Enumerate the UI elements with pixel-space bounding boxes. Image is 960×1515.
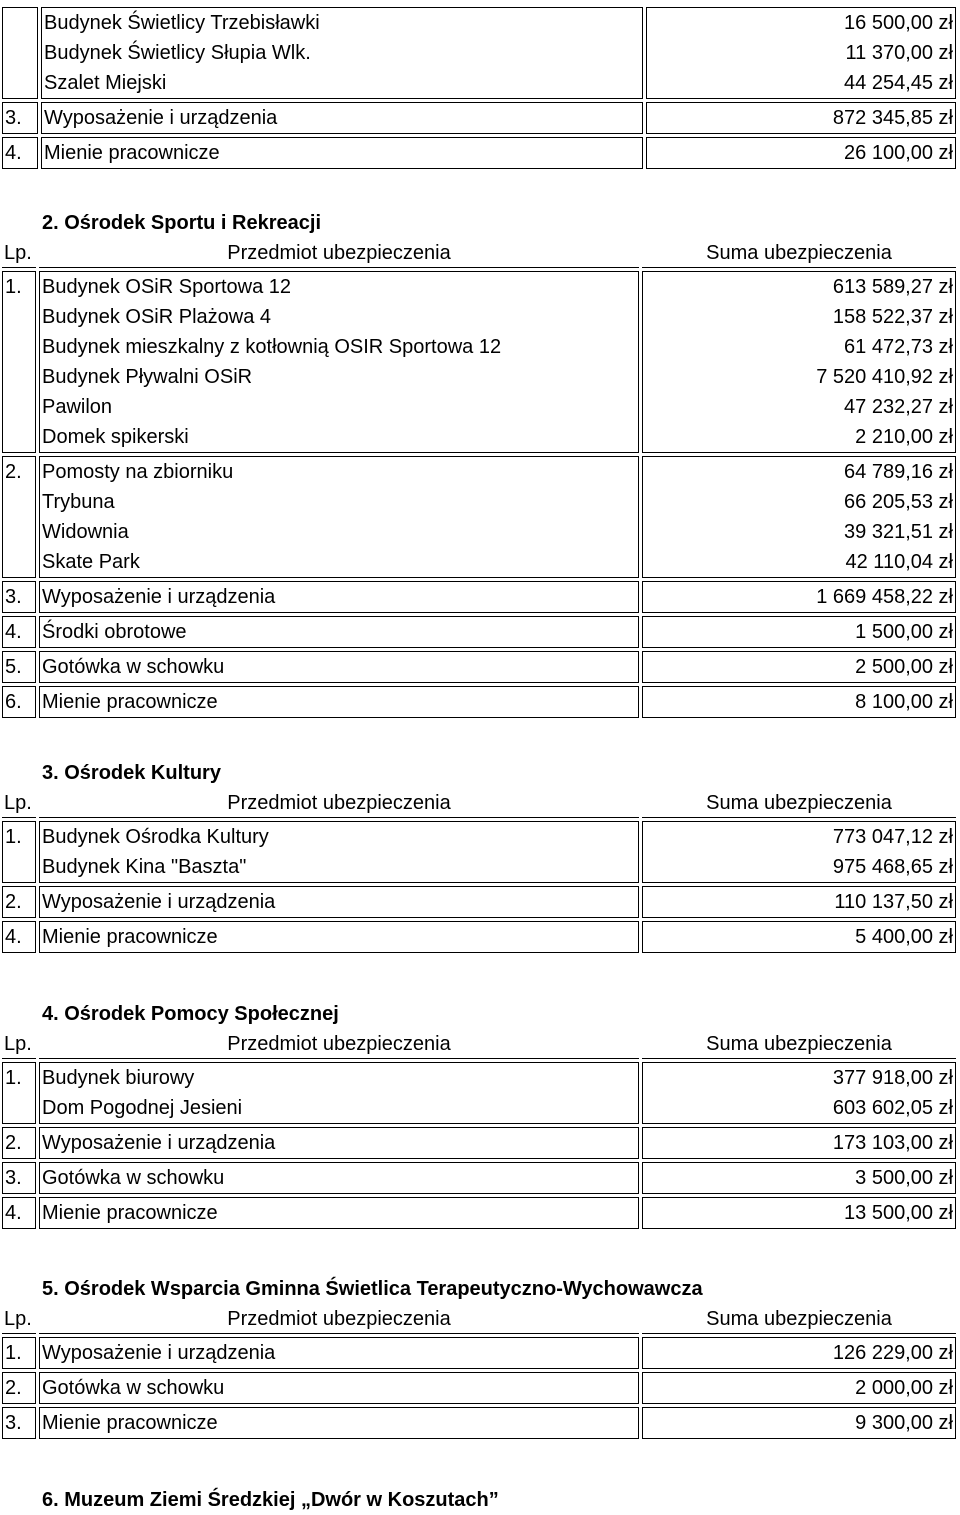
- subject-cell: [39, 616, 639, 648]
- table-row: [2, 921, 956, 953]
- row-number: [2, 1407, 36, 1439]
- sum-cell: [642, 1162, 956, 1194]
- header-row: [2, 789, 956, 818]
- row-number: [2, 456, 36, 578]
- subject-text: Wyposażenie i urządzenia: [42, 1342, 276, 1364]
- row-number-text: [5, 8, 35, 38]
- subject-text: Wyposażenie i urządzenia: [44, 107, 278, 129]
- subject-text: Widownia: [42, 521, 129, 543]
- row-number: [2, 7, 38, 99]
- row-number: [2, 271, 36, 453]
- sum-value: 1 500,00 zł: [855, 621, 953, 643]
- sum-cell: [642, 271, 956, 453]
- section-muzeum: [0, 1487, 960, 1513]
- row-number-text: 1.: [5, 276, 22, 298]
- sum-cell: [642, 1407, 956, 1439]
- subject-cell: [39, 1337, 639, 1369]
- row-number-text: 1.: [5, 1342, 22, 1364]
- section-osir: [0, 210, 960, 721]
- subject-text: Dom Pogodnej Jesieni: [42, 1097, 243, 1119]
- subject-cell: [39, 651, 639, 683]
- table-row: [2, 1372, 956, 1404]
- row-number-text: 4.: [5, 142, 22, 164]
- row-number: [2, 1127, 36, 1159]
- subject-cell: [39, 271, 639, 453]
- row-number-text: 3.: [5, 1412, 22, 1434]
- subject-text: Mienie pracownicze: [42, 1412, 218, 1434]
- sum-cell: [642, 581, 956, 613]
- row-number: [2, 686, 36, 718]
- header-sum: Suma ubezpieczenia: [642, 1305, 956, 1334]
- subject-text: Mienie pracownicze: [42, 1202, 218, 1224]
- subject-text: Budynek Ośrodka Kultury: [42, 826, 269, 848]
- table-row: [2, 1337, 956, 1369]
- sum-value: 126 229,00 zł: [832, 1342, 953, 1364]
- sum-value: 64 789,16 zł: [844, 461, 953, 483]
- section-table: [0, 1302, 959, 1442]
- table-row: [2, 1062, 956, 1124]
- row-number: [2, 137, 38, 169]
- section-table: [0, 1027, 959, 1232]
- subject-cell: [39, 1372, 639, 1404]
- section-title: 3. Ośrodek Kultury: [42, 762, 221, 784]
- sum-value: 7 520 410,92 zł: [816, 366, 953, 388]
- sum-cell: [642, 1127, 956, 1159]
- sum-value: 66 205,53 zł: [844, 491, 953, 513]
- row-number-text: 2.: [5, 1377, 22, 1399]
- row-number: [2, 1197, 36, 1229]
- section-title: 5. Ośrodek Wsparcia Gminna Świetlica Terapeutyczno-Wychowawcza: [42, 1278, 703, 1300]
- subject-text: Budynek OSiR Sportowa 12: [42, 276, 292, 298]
- table-row: [2, 1197, 956, 1229]
- sum-value: 16 500,00 zł: [844, 12, 953, 34]
- row-number: [2, 1162, 36, 1194]
- subject-text: Budynek biurowy: [42, 1067, 195, 1089]
- sum-value: 47 232,27 zł: [844, 396, 953, 418]
- row-number-text: 4.: [5, 1202, 22, 1224]
- section-ops: [0, 1001, 960, 1232]
- table-row: [2, 102, 956, 134]
- table-row: [2, 616, 956, 648]
- subject-text: Środki obrotowe: [42, 621, 187, 643]
- subject-text: Szalet Miejski: [44, 72, 167, 94]
- sum-cell: [642, 886, 956, 918]
- sum-value: 11 370,00 zł: [845, 42, 953, 64]
- subject-text: Gotówka w schowku: [42, 656, 225, 678]
- subject-text: Gotówka w schowku: [42, 1377, 225, 1399]
- sum-value: 2 210,00 zł: [855, 426, 953, 448]
- table-row: [2, 651, 956, 683]
- row-number: [2, 1062, 36, 1124]
- sum-cell: [642, 921, 956, 953]
- section-title: 2. Ośrodek Sportu i Rekreacji: [42, 212, 321, 234]
- header-lp: Lp.: [2, 1030, 36, 1059]
- row-number: [2, 616, 36, 648]
- sum-cell: [642, 1372, 956, 1404]
- subject-cell: [39, 821, 639, 883]
- row-number: [2, 1372, 36, 1404]
- subject-text: Wyposażenie i urządzenia: [42, 586, 276, 608]
- sum-value: 42 110,04 zł: [845, 551, 953, 573]
- row-number-text: 1.: [5, 1067, 22, 1089]
- subject-cell: [41, 137, 643, 169]
- subject-cell: [39, 581, 639, 613]
- subject-text: Budynek Świetlicy Słupia Wlk.: [44, 42, 311, 64]
- table-row: [2, 7, 956, 99]
- section-swietlica: [0, 1276, 960, 1442]
- sum-value: 61 472,73 zł: [844, 336, 953, 358]
- row-number-text: 3.: [5, 1167, 22, 1189]
- row-number-text: 6.: [5, 691, 22, 713]
- table-row: [2, 581, 956, 613]
- sum-value: 872 345,85 zł: [832, 107, 953, 129]
- header-sum: Suma ubezpieczenia: [642, 239, 956, 268]
- header-subject: Przedmiot ubezpieczenia: [39, 789, 639, 818]
- sum-cell: [642, 1337, 956, 1369]
- subject-text: Budynek Kina "Baszta": [42, 856, 247, 878]
- subject-cell: [39, 1062, 639, 1124]
- header-row: [2, 1305, 956, 1334]
- row-number: [2, 102, 38, 134]
- subject-cell: [39, 1162, 639, 1194]
- table-row: [2, 886, 956, 918]
- subject-cell: [41, 102, 643, 134]
- sum-value: 173 103,00 zł: [832, 1132, 953, 1154]
- sum-cell: [642, 616, 956, 648]
- table-row: [2, 271, 956, 453]
- subject-text: Budynek mieszkalny z kotłownią OSIR Sportowa 12: [42, 336, 502, 358]
- subject-text: Skate Park: [42, 551, 140, 573]
- row-number-text: 4.: [5, 621, 22, 643]
- sum-cell: [642, 1197, 956, 1229]
- header-lp: Lp.: [2, 1305, 36, 1334]
- sum-cell: [642, 821, 956, 883]
- sum-cell: [642, 456, 956, 578]
- subject-text: Mienie pracownicze: [42, 691, 218, 713]
- sum-value: 3 500,00 zł: [855, 1167, 953, 1189]
- sum-cell: [646, 137, 956, 169]
- subject-cell: [39, 921, 639, 953]
- sum-value: 110 137,50 zł: [834, 891, 953, 913]
- section-table: [0, 786, 959, 956]
- row-number-text: 2.: [5, 1132, 22, 1154]
- subject-text: Pomosty na zbiorniku: [42, 461, 234, 483]
- sum-cell: [642, 651, 956, 683]
- sum-cell: [642, 1062, 956, 1124]
- subject-text: Mienie pracownicze: [42, 926, 218, 948]
- subject-text: Gotówka w schowku: [42, 1167, 225, 1189]
- subject-text: Mienie pracownicze: [44, 142, 220, 164]
- table-row: [2, 456, 956, 578]
- subject-text: Domek spikerski: [42, 426, 189, 448]
- row-number: [2, 651, 36, 683]
- sum-value: 773 047,12 zł: [832, 826, 953, 848]
- sum-value: 2 500,00 zł: [855, 656, 953, 678]
- header-lp: Lp.: [2, 789, 36, 818]
- subject-text: Wyposażenie i urządzenia: [42, 1132, 276, 1154]
- row-number-text: 3.: [5, 107, 22, 129]
- header-subject: Przedmiot ubezpieczenia: [39, 1030, 639, 1059]
- subject-text: Budynek Świetlicy Trzebisławki: [44, 12, 320, 34]
- sum-value: 5 400,00 zł: [855, 926, 953, 948]
- header-lp: Lp.: [2, 239, 36, 268]
- table-row: [2, 1127, 956, 1159]
- row-number-text: 5.: [5, 656, 22, 678]
- subject-cell: [41, 7, 643, 99]
- sum-value: 377 918,00 zł: [832, 1067, 953, 1089]
- sum-value: 613 589,27 zł: [832, 276, 953, 298]
- header-sum: Suma ubezpieczenia: [642, 789, 956, 818]
- sum-value: 158 522,37 zł: [832, 306, 953, 328]
- subject-text: Wyposażenie i urządzenia: [42, 891, 276, 913]
- subject-cell: [39, 1407, 639, 1439]
- row-number-text: 2.: [5, 891, 22, 913]
- header-row: [2, 239, 956, 268]
- subject-cell: [39, 686, 639, 718]
- row-number: [2, 921, 36, 953]
- row-number-text: 1.: [5, 826, 22, 848]
- top-fragment-table: [0, 4, 959, 172]
- section-table: [0, 236, 959, 721]
- sum-value: 1 669 458,22 zł: [816, 586, 953, 608]
- sum-value: 13 500,00 zł: [844, 1202, 953, 1224]
- subject-text: Budynek OSiR Plażowa 4: [42, 306, 272, 328]
- row-number: [2, 581, 36, 613]
- section-title: 4. Ośrodek Pomocy Społecznej: [42, 1003, 339, 1025]
- sum-value: 975 468,65 zł: [832, 856, 953, 878]
- sum-value: 603 602,05 zł: [832, 1097, 953, 1119]
- section-title: 6. Muzeum Ziemi Średzkiej „Dwór w Koszutach”: [42, 1489, 499, 1511]
- header-sum: Suma ubezpieczenia: [642, 1030, 956, 1059]
- subject-cell: [39, 1197, 639, 1229]
- row-number: [2, 1337, 36, 1369]
- sum-cell: [642, 686, 956, 718]
- subject-cell: [39, 886, 639, 918]
- sum-value: 44 254,45 zł: [844, 72, 953, 94]
- row-number-text: 2.: [5, 461, 22, 483]
- section-kultura: [0, 760, 960, 956]
- subject-cell: [39, 456, 639, 578]
- top-fragment: [0, 4, 960, 172]
- sum-value: 8 100,00 zł: [855, 691, 953, 713]
- table-row: [2, 821, 956, 883]
- subject-text: Trybuna: [42, 491, 115, 513]
- sum-value: 26 100,00 zł: [844, 142, 953, 164]
- row-number: [2, 821, 36, 883]
- table-row: [2, 1407, 956, 1439]
- sum-value: 2 000,00 zł: [855, 1377, 953, 1399]
- sum-cell: [646, 7, 956, 99]
- header-subject: Przedmiot ubezpieczenia: [39, 239, 639, 268]
- sum-cell: [646, 102, 956, 134]
- sum-value: 39 321,51 zł: [844, 521, 953, 543]
- header-subject: Przedmiot ubezpieczenia: [39, 1305, 639, 1334]
- row-number: [2, 886, 36, 918]
- subject-text: Budynek Pływalni OSiR: [42, 366, 253, 388]
- table-row: [2, 686, 956, 718]
- subject-text: Pawilon: [42, 396, 113, 418]
- table-row: [2, 137, 956, 169]
- table-row: [2, 1162, 956, 1194]
- header-row: [2, 1030, 956, 1059]
- row-number-text: 4.: [5, 926, 22, 948]
- row-number-text: 3.: [5, 586, 22, 608]
- subject-cell: [39, 1127, 639, 1159]
- sum-value: 9 300,00 zł: [855, 1412, 953, 1434]
